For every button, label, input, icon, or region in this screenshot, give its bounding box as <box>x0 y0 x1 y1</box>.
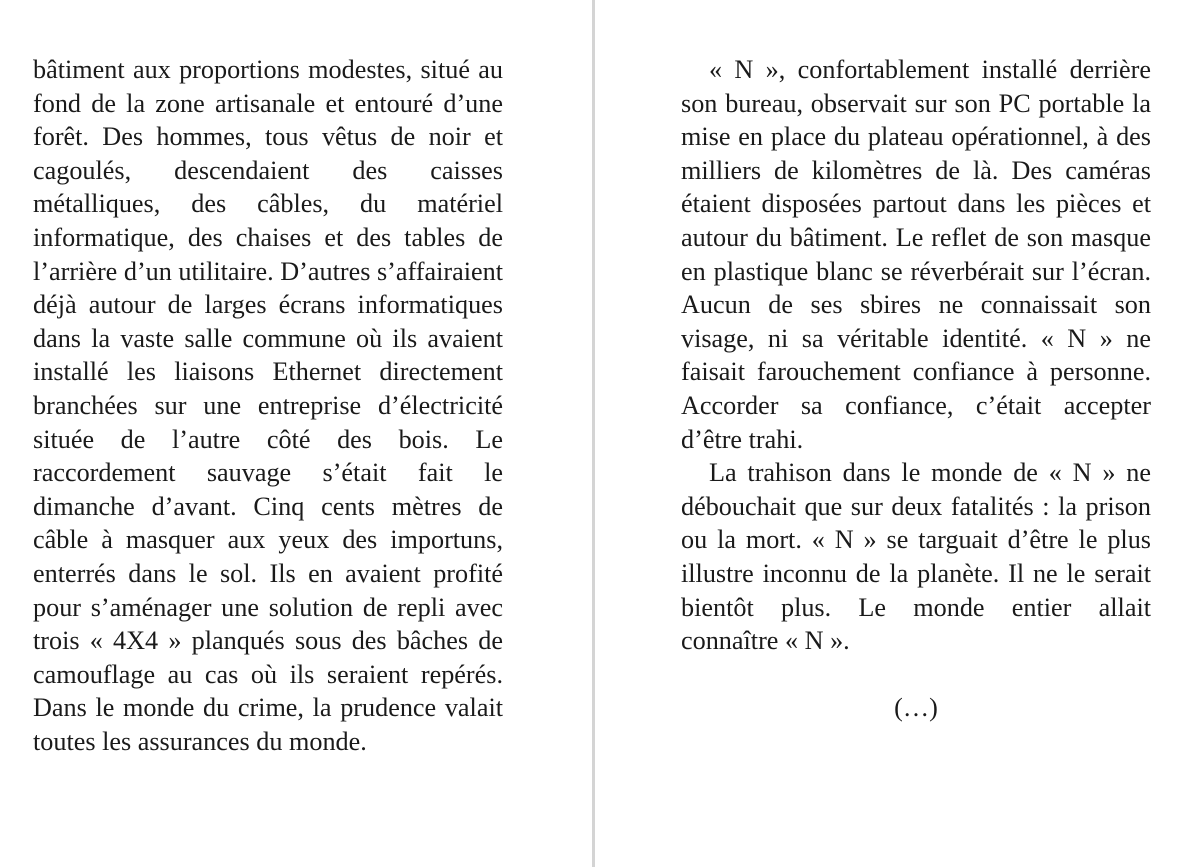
left-page <box>0 0 592 867</box>
left-paragraph-1: bâtiment aux proportions modestes, situé au fond de la zone artisanale et entouré d’une forêt. Des hommes, tous vêtus de noir et cagoulés, descendaient des caisses métalliques, des câbles, du matériel informatique, des chaises et des tables de l’arrière d’un utilitaire. D’autres s’affairaient déjà autour de larges écrans informatiques dans la vaste salle commune où ils avaient installé les liaisons Ethernet directement branchées sur une entreprise d’électricité située de l’autre côté des bois. Le raccordement sauvage s’était fait le dimanche d’avant. Cinq cents mètres de câble à masquer aux yeux des importuns, enterrés dans le sol. Ils en avaient profité pour s’aménager une solution de repli avec trois « 4X4 » planqués sous des bâches de camouflage au cas où ils seraient repérés. Dans le monde du crime, la prudence valait toutes les assurances du monde. <box>33 55 503 756</box>
right-page <box>595 0 1203 867</box>
left-text-column <box>33 53 503 758</box>
right-paragraph-1: « N », confortablement installé derrière son bureau, observait sur son PC portable la mise en place du plateau opérationnel, à des milliers de kilomètres de là. Des caméras étaient disposées partout dans les pièces et autour du bâtiment. Le reflet de son masque en plastique blanc se réverbérait sur l’écran. Aucun de ses sbires ne connaissait son visage, ni sa véritable identité. « N » ne faisait farouchement confiance à personne. Accorder sa confiance, c’était accepter d’être trahi. <box>681 55 1151 454</box>
right-text-column <box>681 53 1151 724</box>
section-ellipsis: (…) <box>894 692 938 722</box>
right-paragraph-2: La trahison dans le monde de « N » ne débouchait que sur deux fatalités : la prison ou la mort. « N » se targuait d’être le plus illustre inconnu de la planète. Il ne le serait bientôt plus. Le monde entier allait connaître « N ». <box>681 458 1151 656</box>
